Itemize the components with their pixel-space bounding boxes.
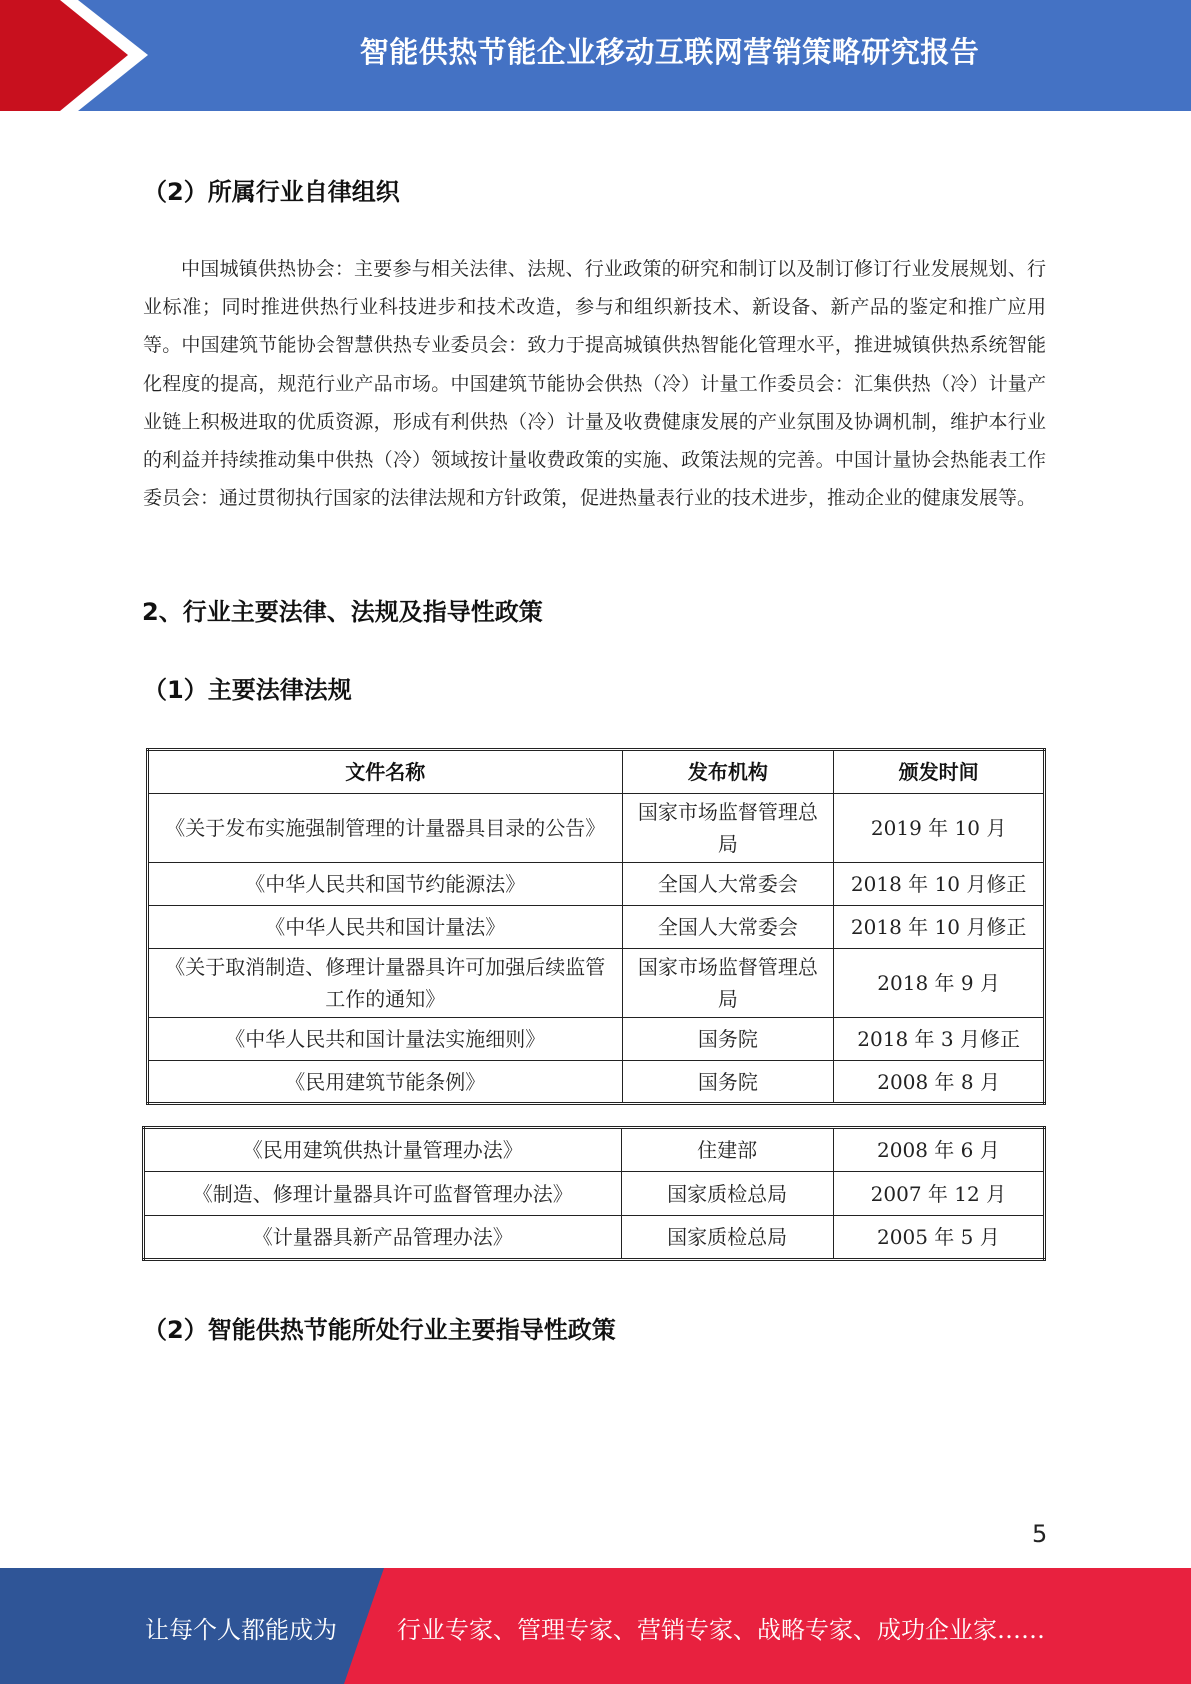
table-row xyxy=(144,1172,1045,1216)
document-name-cell: 《中华人民共和国计量法》 xyxy=(148,906,623,949)
page-number: 5 xyxy=(1032,1520,1048,1548)
date-cell: 2018 年 9 月 xyxy=(834,949,1045,1018)
laws-table-continued xyxy=(142,1126,1046,1261)
issuer-cell: 国家质检总局 xyxy=(621,1216,833,1260)
issuer-cell: 全国人大常委会 xyxy=(622,863,834,906)
document-name-cell: 《民用建筑供热计量管理办法》 xyxy=(144,1128,622,1172)
table-row xyxy=(148,1061,1045,1104)
date-cell: 2005 年 5 月 xyxy=(833,1216,1044,1260)
issuer-cell: 全国人大常委会 xyxy=(622,906,834,949)
column-header-issuer: 发布机构 xyxy=(622,750,834,794)
document-name-cell: 《中华人民共和国计量法实施细则》 xyxy=(148,1018,623,1061)
issuer-cell: 国务院 xyxy=(622,1018,834,1061)
document-name-cell: 《计量器具新产品管理办法》 xyxy=(144,1216,622,1260)
date-cell: 2008 年 8 月 xyxy=(834,1061,1045,1104)
date-cell: 2019 年 10 月 xyxy=(834,794,1045,863)
table-row xyxy=(144,1128,1045,1172)
table-row xyxy=(148,794,1045,863)
document-name-cell: 《关于发布实施强制管理的计量器具目录的公告》 xyxy=(148,794,623,863)
issuer-cell: 国务院 xyxy=(622,1061,834,1104)
document-name-cell: 《中华人民共和国节约能源法》 xyxy=(148,863,623,906)
date-cell: 2018 年 10 月修正 xyxy=(834,863,1045,906)
issuer-cell: 住建部 xyxy=(621,1128,833,1172)
heading-guiding-policies: （2）智能供热节能所处行业主要指导性政策 xyxy=(143,1316,616,1344)
footer-slogan-right: 行业专家、管理专家、营销专家、战略专家、成功企业家…… xyxy=(397,1616,1045,1644)
document-name-cell: 《关于取消制造、修理计量器具许可加强后续监管工作的通知》 xyxy=(148,949,623,1018)
date-cell: 2008 年 6 月 xyxy=(833,1128,1044,1172)
date-cell: 2007 年 12 月 xyxy=(833,1172,1044,1216)
table-row xyxy=(148,1018,1045,1061)
report-title: 智能供热节能企业移动互联网营销策略研究报告 xyxy=(359,34,980,69)
date-cell: 2018 年 10 月修正 xyxy=(834,906,1045,949)
column-header-date: 颁发时间 xyxy=(834,750,1045,794)
laws-table xyxy=(146,748,1046,1105)
heading-laws-and-policies: 2、行业主要法律、法规及指导性政策 xyxy=(142,598,543,626)
table-header-row xyxy=(148,750,1045,794)
date-cell: 2018 年 3 月修正 xyxy=(834,1018,1045,1061)
footer-slogan-left: 让每个人都能成为 xyxy=(145,1616,337,1644)
heading-main-laws: （1）主要法律法规 xyxy=(143,676,352,704)
issuer-cell: 国家质检总局 xyxy=(621,1172,833,1216)
document-name-cell: 《民用建筑节能条例》 xyxy=(148,1061,623,1104)
heading-self-regulatory-orgs: （2）所属行业自律组织 xyxy=(143,178,400,206)
body-paragraph: 中国城镇供热协会：主要参与相关法律、法规、行业政策的研究和制订以及制订修订行业发展规划、行业标准；同时推进供热行业科技进步和技术改造，参与和组织新技术、新设备、新产品的鉴定和推广应用等。中国建筑节能协会智慧供热专业委员会：致力于提高城镇供热智能化管理水平，推进城镇供热系统智能化程度的提高，规范行业产品市场。中国建筑节能协会供热（冷）计量工作委员会：汇集供热（冷）计量产业链上积极进取的优质资源，形成有利供热（冷）计量及收费健康发展的产业氛围及协调机制，维护本行业的利益并持续推动集中供热（冷）领域按计量收费政策的实施、政策法规的完善。中国计量协会热能表工作委员会：通过贯彻执行国家的法律法规和方针政策，促进热量表行业的技术进步，推动企业的健康发展等。 xyxy=(143,258,1046,510)
page-header xyxy=(0,0,1191,111)
document-name-cell: 《制造、修理计量器具许可监督管理办法》 xyxy=(144,1172,622,1216)
table-row xyxy=(144,1216,1045,1260)
issuer-cell: 国家市场监督管理总局 xyxy=(622,794,834,863)
column-header-document: 文件名称 xyxy=(148,750,623,794)
table-row xyxy=(148,906,1045,949)
table-row xyxy=(148,863,1045,906)
table-row xyxy=(148,949,1045,1018)
issuer-cell: 国家市场监督管理总局 xyxy=(622,949,834,1018)
